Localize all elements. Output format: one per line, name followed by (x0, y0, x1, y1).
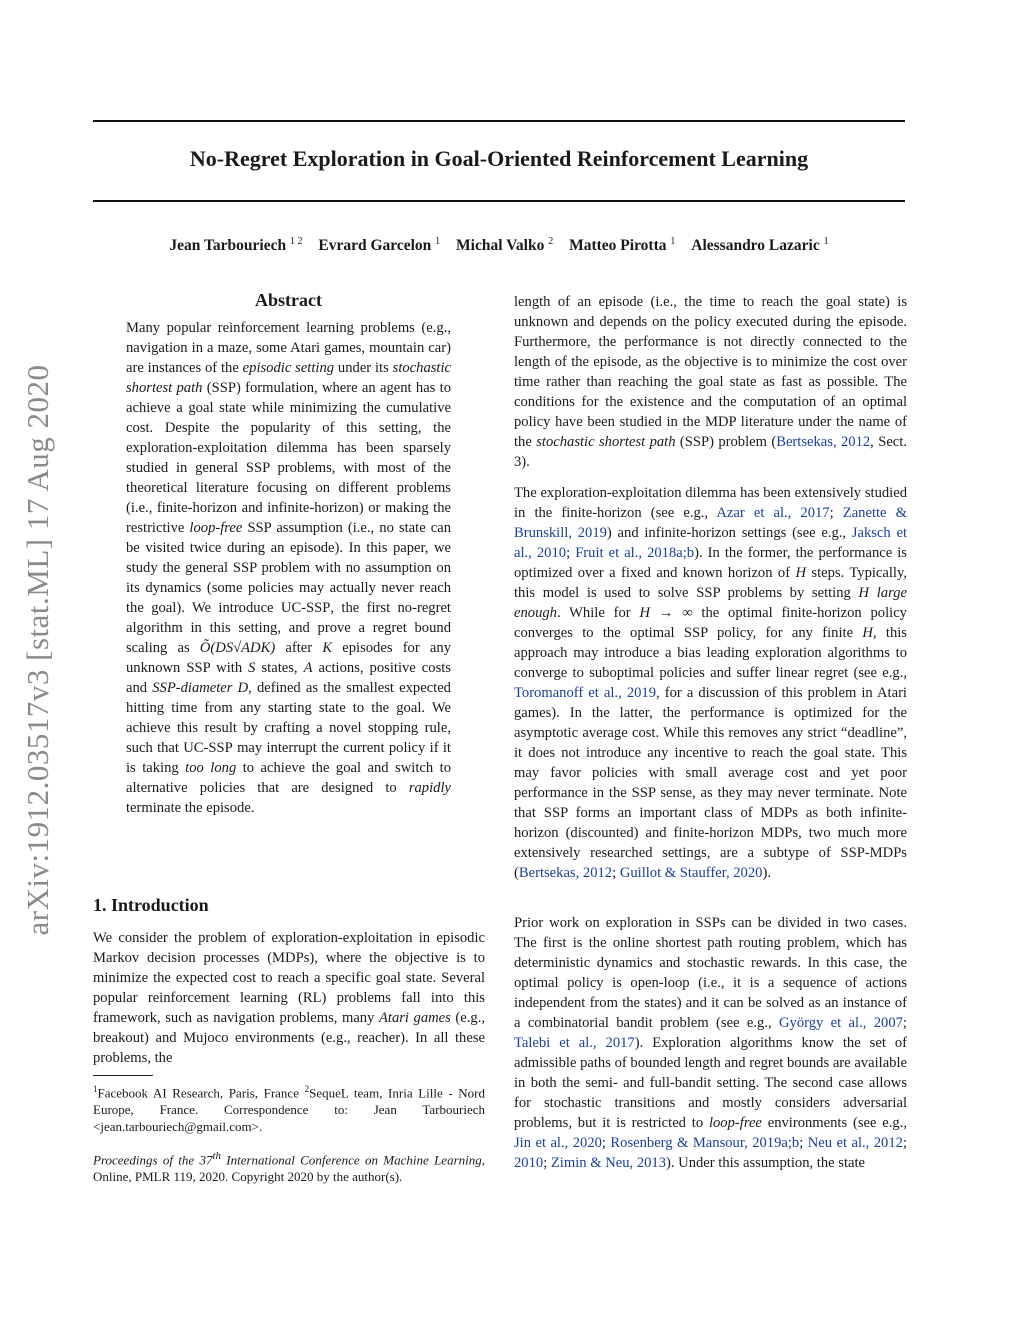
citation-link[interactable]: Zimin & Neu, 2013 (550, 1155, 667, 1171)
citation-link[interactable]: György et al., 2007 (778, 1015, 903, 1031)
section-heading-introduction: 1. Introduction (93, 895, 209, 915)
regret-bound: Õ(DS√ADK) (199, 640, 276, 656)
right-column-paragraph: length of an episode (i.e., the time to reach the goal state) is unknown and depends on the policy executed during the episode. Furthermore, the performance is not directly connected to the length of the episode, as the objective is to minimize the cost over time rather than reaching the goal state as fast as possible. The conditions for the existence and the computation of an optimal policy have been studied in the MDP literature under the name of the stochastic shortest path (SSP) problem (Bertsekas, 2012, Sect. 3). (514, 294, 907, 470)
algorithm-name: UC-SSP (280, 600, 331, 616)
author-affiliation: 1 (435, 236, 441, 247)
right-column-paragraph: Prior work on exploration in SSPs can be divided in two cases. The first is the online shortest path routing problem, which has deterministic dynamics and stochastic rewards. In this case, the optimal policy is open-loop (i.e., it is a sequence of actions independent from the states) and it can be solved as an instance of a combinatorial bandit problem (see e.g., György et al., 2007; Talebi et al., 2017). Exploration algorithms know the set of admissible paths of bounded length and regret bounds are available in both the semi- and full-bandit setting. The second case allows for stochastic transitions and mostly considers adversarial problems, but it is restricted to loop-free environments (see e.g., Jin et al., 2020; Rosenberg & Mansour, 2019a;b; Neu et al., 2012; 2010; Zimin & Neu, 2013). Under this assumption, the state (514, 915, 907, 1171)
citation-link[interactable]: Fruit et al., 2018a;b (575, 545, 695, 561)
author (456, 237, 553, 254)
title-top-rule (93, 120, 905, 122)
citation-link[interactable]: Jin et al., 2020 (514, 1135, 602, 1151)
author-name: Michal Valko (456, 237, 545, 255)
citation-link[interactable]: Bertsekas, 2012 (518, 865, 613, 881)
citation-link[interactable]: Zanette & Brunskill, 2019 (514, 505, 907, 541)
right-column-paragraph: The exploration-exploitation dilemma has been extensively studied in the finite-horizon (see e.g., Azar et al., 2017; Zanette & Brunskill, 2019) and infinite-horizon settings (see e.g., Jaksch et al., 2010; Fruit et al., 2018a;b). In the former, the performance is optimized over a fixed and known horizon of H steps. Typically, this model is used to solve SSP problems by setting H large enough. While for H → ∞ the optimal finite-horizon policy converges to the optimal SSP policy, for any finite H, this approach may introduce a bias leading exploration algorithms to converge to suboptimal policies and suffer linear regret (see e.g., Toromanoff et al., 2019, for a discussion of this problem in Atari games). In the latter, the performance is optimized for the asymptotic average cost. While this removes any strict “deadline”, it does not introduce any incentive to reach the goal state. This may favor policies with small average cost and yet poor performance in the SSP sense, as they may never terminate. Note that SSP forms an important class of MDPs as both infinite-horizon (discounted) and finite-horizon MDPs, two much more extensively researched settings, are a subtype of SSP-MDPs (Bertsekas, 2012; Guillot & Stauffer, 2020). (514, 485, 907, 881)
citation-link[interactable]: Bertsekas, 2012 (776, 434, 871, 450)
author-list (93, 236, 905, 255)
author (569, 237, 675, 254)
author (318, 237, 440, 254)
abstract-heading: Abstract (255, 290, 322, 310)
citation-link[interactable]: Toromanoff et al., 2019 (514, 685, 657, 701)
author-affiliation: 2 (548, 236, 554, 247)
citation-link[interactable]: Talebi et al., 2017 (514, 1035, 635, 1051)
author (169, 237, 302, 254)
citation-link[interactable]: Guillot & Stauffer, 2020 (619, 865, 763, 881)
affiliation-footnote: $^1$Facebook AI Research, Paris, France $^2$SequeL team, Inria Lille - Nord Europe, France. Correspondence to: Jean Tarbouriech <jean.tarbouriech@gmail.com>. (93, 1084, 486, 1135)
author-affiliation: 1 (823, 236, 829, 247)
citation-link[interactable]: 2010 (514, 1155, 544, 1171)
citation-link[interactable]: Azar et al., 2017 (716, 505, 830, 521)
proceedings-note: Proceedings of the 37th International Conference on Machine Learning, Online, PMLR 119, 2020. Copyright 2020 by the author(s). (93, 1150, 485, 1185)
paper-title: No-Regret Exploration in Goal-Oriented Reinforcement Learning (189, 146, 809, 171)
author-affiliation: 1 (670, 236, 676, 247)
author-name: Alessandro Lazaric (691, 237, 820, 255)
arxiv-identifier: arXiv:1912.03517v3 [stat.ML] 17 Aug 2020 (20, 364, 55, 936)
author-name: Matteo Pirotta (569, 237, 667, 255)
footnote-rule (93, 1075, 153, 1076)
introduction-paragraph: We consider the problem of exploration-exploitation in episodic Markov decision processes (MDPs), where the objective is to minimize the expected cost to reach a specific goal state. Several popular reinforcement learning (RL) problems fall into this framework, such as navigation problems, many Atari games (e.g., breakout) and Mujoco environments (e.g., reacher). In all these problems, the (93, 930, 485, 1066)
author-affiliation: 1 2 (289, 236, 303, 247)
citation-link[interactable]: Jaksch et al., 2010 (514, 525, 907, 561)
abstract-text: Many popular reinforcement learning problems (e.g., navigation in a maze, some Atari games, mountain car) are instances of the episodic setting under its stochastic shortest path (SSP) formulation, where an agent has to achieve a goal state while minimizing the cumulative cost. Despite the popularity of this setting, the exploration-exploitation dilemma has been sparsely studied in general SSP problems, with most of the theoretical literature focusing on different problems (i.e., finite-horizon and infinite-horizon) or making the restrictive loop-free SSP assumption (i.e., no state can be visited twice during an episode). In this paper, we study the general SSP problem with no assumption on its dynamics (some policies may actually never reach the goal). We introduce UC-SSP, the first no-regret algorithm in this setting, and prove a regret bound scaling as Õ(DS√ADK) after K episodes for any unknown SSP with S states, A actions, positive costs and SSP-diameter D, defined as the smallest expected hitting time from any starting state to the goal. We achieve this result by crafting a novel stopping rule, such that UC-SSP may interrupt the current policy if it is taking too long to achieve the goal and switch to alternative policies that are designed to rapidly terminate the episode. (126, 320, 452, 816)
algorithm-name: UC-SSP (183, 740, 233, 756)
title-bottom-rule (93, 200, 905, 202)
author-name: Evrard Garcelon (318, 237, 432, 255)
citation-link[interactable]: Rosenberg & Mansour, 2019a;b (610, 1135, 800, 1151)
author (691, 237, 828, 254)
author-name: Jean Tarbouriech (169, 237, 287, 255)
citation-link[interactable]: Neu et al., 2012 (807, 1135, 903, 1151)
